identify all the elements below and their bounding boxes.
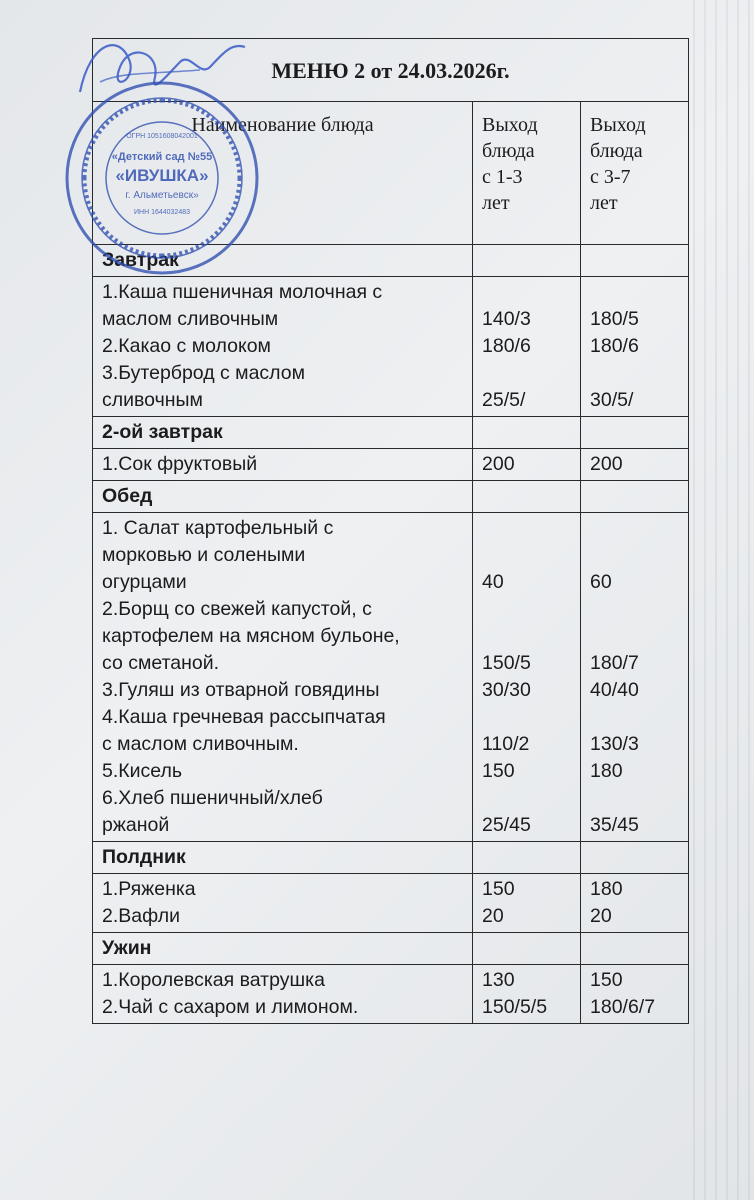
page-bleed-through	[684, 0, 754, 1200]
portion-1-3: 25/5/	[482, 389, 526, 411]
portion-1-3: 20	[482, 905, 504, 927]
dish-names-cell	[93, 513, 473, 842]
dishes-row	[93, 874, 689, 933]
portion-3-7: 35/45	[590, 814, 639, 836]
portion-1-3: 140/3	[482, 308, 531, 330]
menu-table	[92, 38, 689, 1024]
portion-1-3: 25/45	[482, 814, 531, 836]
title-row	[93, 39, 689, 102]
dish-names-cell	[93, 449, 473, 481]
empty-cell	[473, 417, 581, 449]
portion-3-7: 20	[590, 905, 612, 927]
section-row	[93, 245, 689, 277]
empty-cell	[473, 842, 581, 874]
empty-cell	[473, 481, 581, 513]
stamp-line-2: «ИВУШКА»	[115, 166, 209, 185]
portion-1-3-cell	[473, 277, 581, 417]
dishes-row	[93, 513, 689, 842]
section-title: Завтрак	[93, 245, 473, 277]
dish-name: 1.Сок фруктовый	[102, 453, 258, 475]
section-row	[93, 417, 689, 449]
stamp-line-1: «Детский сад №55	[111, 151, 213, 163]
dish-name: 1.Королевская ватрушка	[102, 969, 325, 991]
portion-1-3: 150/5/5	[482, 996, 548, 1018]
portion-3-7-cell	[581, 277, 689, 417]
empty-cell	[581, 933, 689, 965]
dish-name: 5.Кисель	[102, 760, 182, 782]
empty-cell	[581, 481, 689, 513]
portion-3-7: 180/6	[590, 335, 639, 357]
dish-name: 2.Чай с сахаром и лимоном.	[102, 996, 359, 1018]
section-title: Полдник	[93, 842, 473, 874]
portion-3-7: 180/7	[590, 652, 639, 674]
section-row	[93, 481, 689, 513]
dish-name: сливочным	[102, 389, 203, 411]
portion-3-7: 150	[590, 969, 623, 991]
portion-1-3: 150/5	[482, 652, 531, 674]
portion-3-7: 40/40	[590, 679, 639, 701]
portion-1-3: 30/30	[482, 679, 531, 701]
header-dish-name: Наименование блюда	[93, 102, 473, 245]
dish-name: 2.Борщ со свежей капустой, с	[102, 598, 372, 620]
portion-1-3: 150	[482, 878, 515, 900]
empty-cell	[473, 933, 581, 965]
portion-3-7: 180/5	[590, 308, 639, 330]
dish-name: 1.Каша пшеничная молочная с	[102, 281, 383, 303]
empty-cell	[473, 245, 581, 277]
dishes-row	[93, 965, 689, 1024]
portion-3-7-cell	[581, 874, 689, 933]
portion-3-7-cell	[581, 449, 689, 481]
empty-cell	[581, 417, 689, 449]
empty-cell	[581, 245, 689, 277]
stamp-ogrn: ОГРН 1051608042001	[126, 133, 198, 140]
stamp-inn: ИНН 1644032483	[133, 209, 191, 216]
dishes-row	[93, 449, 689, 481]
empty-cell	[581, 842, 689, 874]
dish-name: морковью и солеными	[102, 544, 306, 566]
portion-1-3: 130	[482, 969, 515, 991]
portion-1-3: 150	[482, 760, 515, 782]
dish-name: 4.Каша гречневая рассыпчатая	[102, 706, 386, 728]
stamp-line-3: г. Альметьевск»	[125, 190, 199, 201]
dish-name: со сметаной.	[102, 652, 220, 674]
dishes-row	[93, 277, 689, 417]
portion-1-3: 200	[482, 453, 515, 475]
portion-1-3-cell	[473, 965, 581, 1024]
dish-name: 3.Гуляш из отварной говядины	[102, 679, 380, 701]
portion-3-7: 180	[590, 878, 623, 900]
portion-3-7: 180	[590, 760, 623, 782]
dish-name: 3.Бутерброд с маслом	[102, 362, 306, 384]
portion-3-7: 200	[590, 453, 623, 475]
header-portion-1-3: Выход блюда с 1-3 лет	[473, 102, 581, 245]
dish-name: 2.Какао с молоком	[102, 335, 271, 357]
dish-name: 6.Хлеб пшеничный/хлеб	[102, 787, 323, 809]
portion-3-7: 60	[590, 571, 612, 593]
portion-1-3-cell	[473, 874, 581, 933]
portion-1-3: 180/6	[482, 335, 531, 357]
section-title: Обед	[93, 481, 473, 513]
portion-1-3: 110/2	[482, 733, 530, 755]
header-row	[93, 102, 689, 245]
dish-names-cell	[93, 874, 473, 933]
section-title: 2-ой завтрак	[93, 417, 473, 449]
section-title: Ужин	[93, 933, 473, 965]
dish-name: 1. Салат картофельный с	[102, 517, 334, 539]
portion-1-3: 40	[482, 571, 504, 593]
portion-3-7: 30/5/	[590, 389, 634, 411]
page-title: МЕНЮ 2 от 24.03.2026г.	[93, 39, 689, 102]
dish-name: ржаной	[102, 814, 170, 836]
section-row	[93, 842, 689, 874]
portion-3-7: 130/3	[590, 733, 639, 755]
portion-3-7-cell	[581, 965, 689, 1024]
dish-name: огурцами	[102, 571, 187, 593]
portion-3-7-cell	[581, 513, 689, 842]
portion-3-7: 180/6/7	[590, 996, 656, 1018]
section-row	[93, 933, 689, 965]
dish-names-cell	[93, 965, 473, 1024]
dish-name: 1.Ряженка	[102, 878, 196, 900]
dish-names-cell	[93, 277, 473, 417]
dish-name: 2.Вафли	[102, 905, 180, 927]
dish-name: с маслом сливочным.	[102, 733, 299, 755]
portion-1-3-cell	[473, 513, 581, 842]
dish-name: картофелем на мясном бульоне,	[102, 625, 400, 647]
portion-1-3-cell	[473, 449, 581, 481]
header-portion-3-7: Выход блюда с 3-7 лет	[581, 102, 689, 245]
dish-name: маслом сливочным	[102, 308, 279, 330]
